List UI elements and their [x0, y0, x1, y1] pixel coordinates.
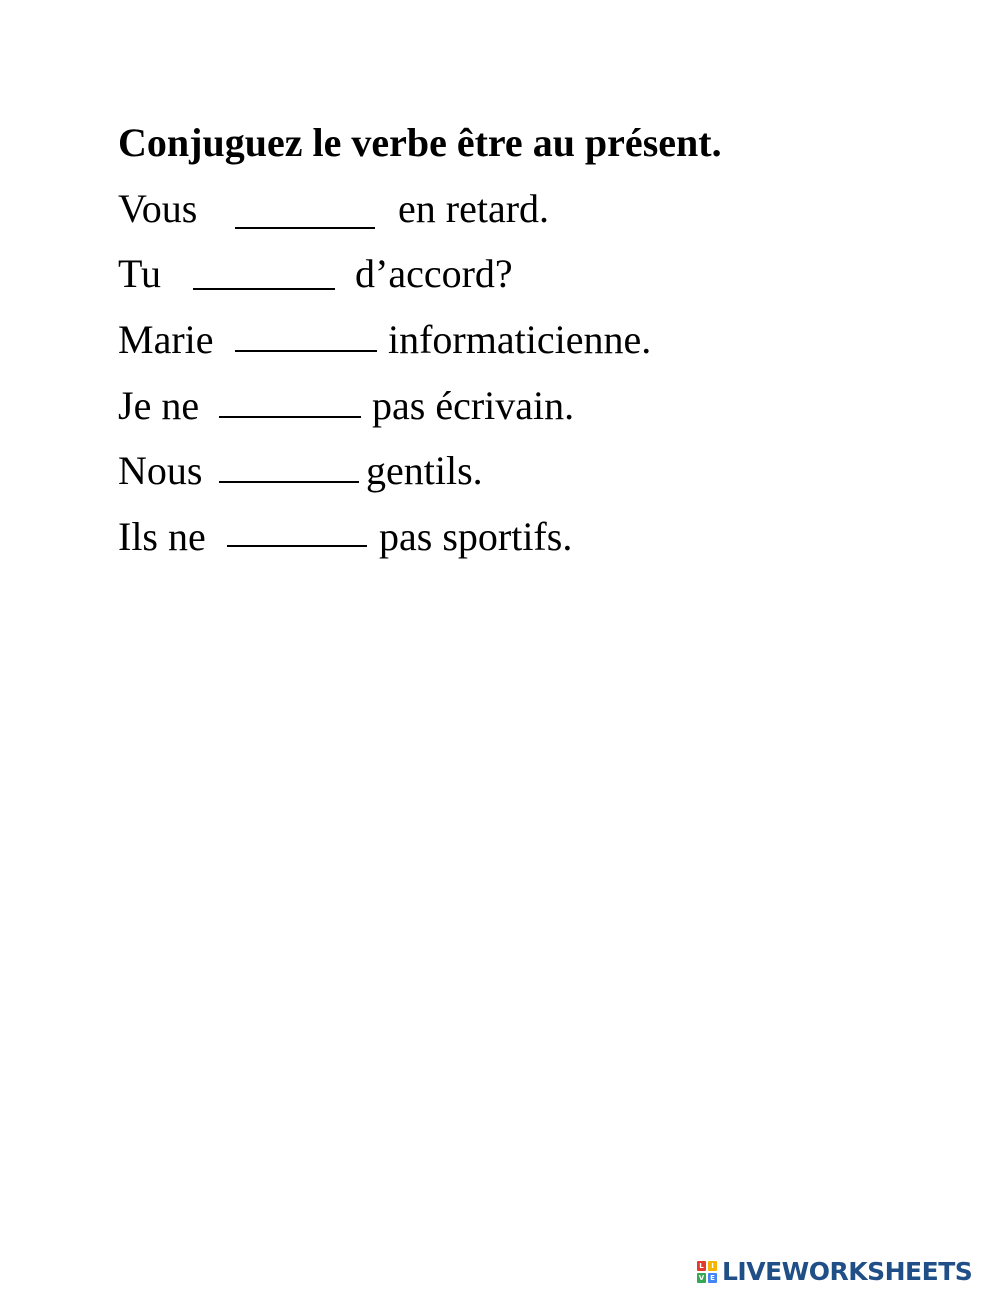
sentence-subject: Tu [118, 251, 162, 296]
logo-block-i: I [708, 1261, 717, 1271]
sentence-subject: Je ne [118, 383, 200, 428]
worksheet [118, 0, 938, 700]
logo-block-e: E [708, 1273, 717, 1283]
live-blocks-icon [697, 1260, 719, 1284]
liveworksheets-logo [697, 1257, 972, 1287]
sentence-subject: Vous [118, 186, 198, 231]
brand-wordmark: LIVEWORKSHEETS [722, 1257, 973, 1286]
logo-block-l: L [697, 1261, 706, 1271]
answer-blank-1[interactable] [235, 227, 375, 229]
sentence-rest: d’accord? [355, 251, 513, 296]
answer-blank-6[interactable] [227, 545, 367, 547]
sentence-subject: Marie [118, 317, 214, 362]
sentence-rest: pas sportifs. [379, 514, 573, 559]
exercise-title: Conjuguez le verbe être au présent. [118, 120, 722, 165]
answer-blank-5[interactable] [219, 481, 359, 483]
answer-blank-4[interactable] [219, 416, 361, 418]
sentence-rest: pas écrivain. [372, 383, 575, 428]
sentence-subject: Nous [118, 448, 203, 493]
sentence-rest: gentils. [366, 448, 483, 493]
answer-blank-3[interactable] [235, 350, 377, 352]
logo-block-v: V [698, 1274, 705, 1282]
sentence-subject: Ils ne [118, 514, 206, 559]
sentence-rest: en retard. [398, 186, 550, 231]
sentence-rest: informaticienne. [388, 317, 652, 362]
answer-blank-2[interactable] [193, 288, 335, 290]
